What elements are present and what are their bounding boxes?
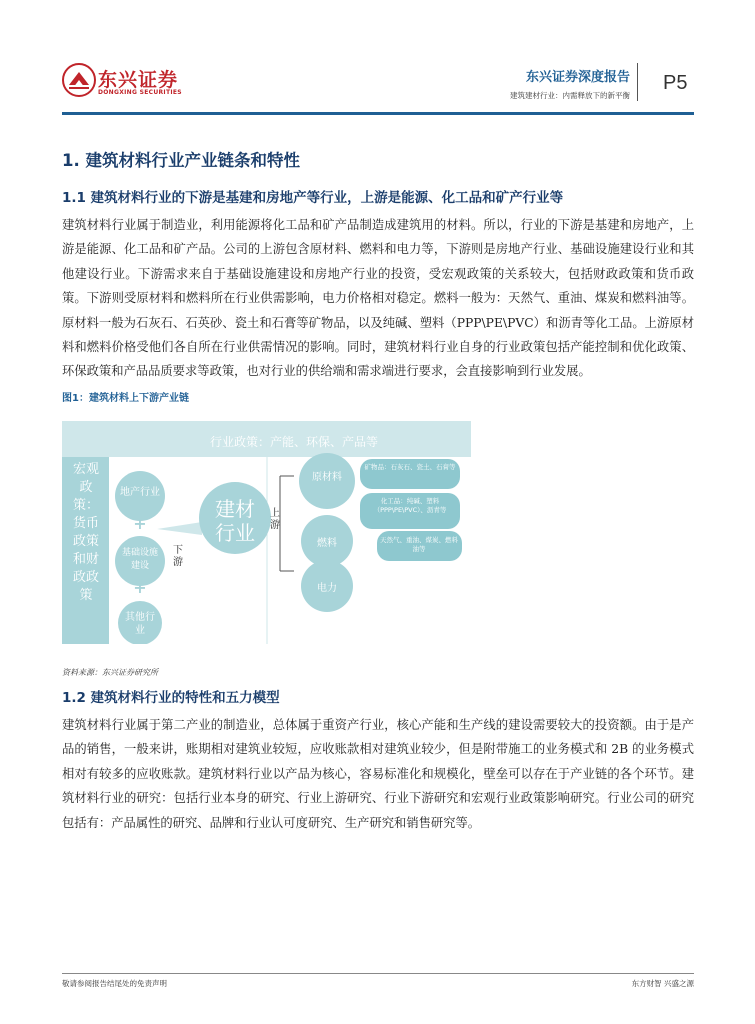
svg-text:+: + bbox=[133, 514, 147, 533]
downstream-node-1: 基础设施建设 bbox=[121, 548, 158, 571]
section-heading: 1. 建筑材料行业产业链条和特性 bbox=[62, 151, 300, 170]
industry-policy-label: 行业政策：产能、环保、产品等 bbox=[209, 435, 378, 449]
report-title: 东兴证券深度报告 bbox=[525, 70, 630, 85]
raw-material-detail-0: 矿物品：石灰石、瓷土、石膏等 bbox=[364, 463, 456, 471]
fuel-detail: 天然气、重油、煤炭、燃料油等 bbox=[380, 536, 458, 553]
footer-slogan: 东方财智 兴盛之源 bbox=[631, 979, 694, 988]
company-logo bbox=[62, 63, 182, 103]
report-subtitle: 建筑建材行业：内需释放下的新平衡 bbox=[510, 91, 630, 100]
industry-chain-diagram bbox=[62, 421, 475, 644]
downstream-node-0: 地产行业 bbox=[120, 487, 160, 498]
header-divider bbox=[637, 63, 638, 101]
figure-title: 图1：建筑材料上下游产业链 bbox=[62, 393, 189, 404]
header-rule bbox=[62, 112, 694, 115]
svg-text:+: + bbox=[133, 578, 147, 597]
downstream-node-2: 其他行业 bbox=[125, 612, 155, 636]
footer-rule bbox=[62, 973, 694, 974]
figure-source: 资料来源：东兴证券研究所 bbox=[62, 668, 158, 677]
center-node-label: 建材行业 bbox=[215, 497, 255, 545]
page-header bbox=[0, 0, 755, 120]
subsection-heading-1-1: 1.1 建筑材料行业的下游是基建和房地产等行业，上游是能源、化工品和矿产行业等 bbox=[62, 190, 564, 206]
macro-policy-label: 宏观政策：货币政策和财政政策 bbox=[72, 462, 99, 603]
downstream-label: 下游 bbox=[173, 545, 183, 568]
page-number: P5 bbox=[663, 72, 688, 94]
subsection-heading-1-2: 1.2 建筑材料行业的特性和五力模型 bbox=[62, 690, 280, 706]
paragraph-1-2: 建筑材料行业属于第二产业的制造业，总体属于重资产行业，核心产能和生产线的建设需要较大的投资额。由于是产品的销售，一般来讲，账期相对建筑业较短，应收账款相对建筑业较少，但是附带施工的业务模式和 2B 的业务模式相对有较多的应收账款。建筑材料行业以产品为核心，容易标准化和规模化，壁垒可以存在于产业链的各个环节。建筑材料行业的研究：包括行业本身的研究、行业上游研究、行业下游研究和宏观行业政策影响研究。行业公司的研究包括有：产品属性的研究、品牌和行业认可度研究、生产研究和销售研究等。 bbox=[62, 718, 694, 830]
footer-disclaimer: 敬请参阅报告结尾处的免责声明 bbox=[62, 979, 167, 988]
upstream-node-1: 燃料 bbox=[317, 538, 337, 549]
upstream-label: 上游 bbox=[270, 508, 280, 531]
paragraph-1-1: 建筑材料行业属于制造业，利用能源将化工品和矿产品制造成建筑用的材料。所以，行业的下游是基建和房地产，上游是能源、化工品和矿产品。公司的上游包含原材料、燃料和电力等，下游则是房地产行业、基础设施建设行业和其他建设行业。下游需求来自于基础设施建设和房地产行业的投资，受宏观政策的关系较大，包括财政政策和货币政策。下游则受原材料和燃料所在行业供需影响，电力价格相对稳定。燃料一般为：天然气、重油、煤炭和燃料油等。原材料一般为石灰石、石英砂、瓷土和石膏等矿物品，以及纯碱、塑料（PPP\PE\PVC）和沥青等化工品。上游原材料和燃料价格受他们各自所在行业供需情况的影响。同时，建筑材料行业自身的行业政策包括产能控制和优化政策、环保政策和产品品质要求等政策，也对行业的供给端和需求端进行要求，会直接影响到行业发展。 bbox=[62, 218, 694, 379]
raw-material-detail-1: 化工品：纯碱、塑料（PPP\PE\PVC）、沥青等 bbox=[373, 497, 447, 514]
logo-english-name: DONGXING SECURITIES bbox=[98, 89, 182, 96]
upstream-node-2: 电力 bbox=[317, 583, 337, 594]
upstream-node-0: 原材料 bbox=[312, 472, 342, 483]
logo-icon bbox=[62, 63, 96, 97]
logo-chinese-name: 东兴证券 bbox=[98, 69, 179, 91]
